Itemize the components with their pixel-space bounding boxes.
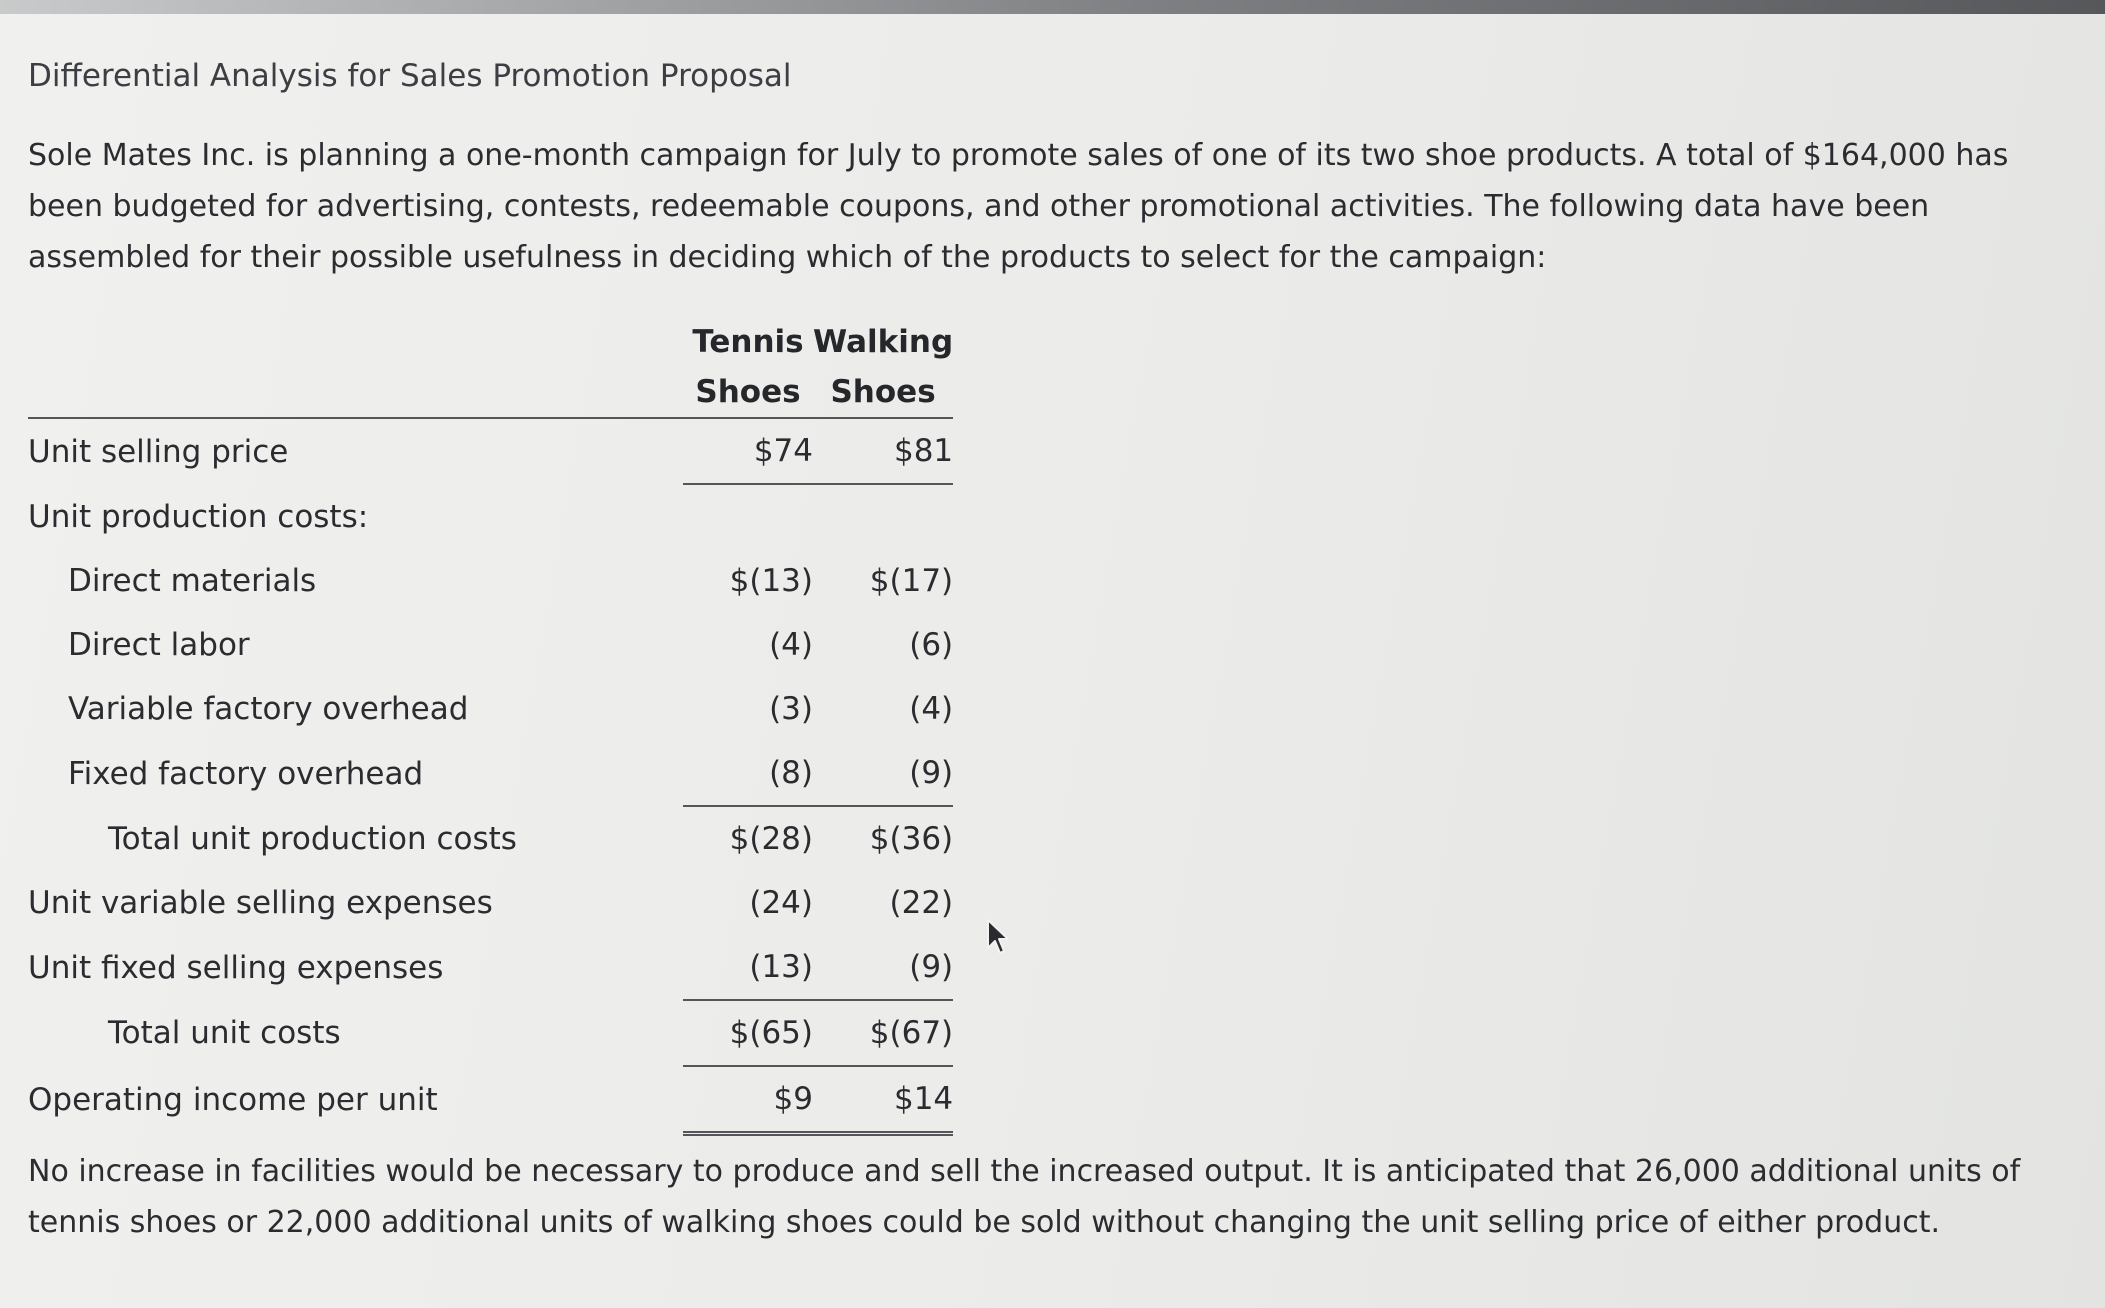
walking-shoes-header [813, 317, 953, 418]
walking-value: (9) [813, 741, 953, 806]
problem-document [28, 58, 2088, 1248]
row-label: Direct labor [68, 627, 250, 663]
tennis-header-line2: Shoes [695, 374, 801, 410]
row-label: Fixed factory overhead [68, 755, 424, 792]
tennis-value: $9 [683, 1066, 813, 1134]
mouse-pointer-icon [986, 918, 1010, 956]
table-row [28, 613, 953, 677]
row-label: Direct materials [68, 563, 317, 599]
walking-value: (4) [909, 691, 954, 727]
closing-paragraph: No increase in facilities would be necessary to produce and sell the increased output. It is anticipated that 26,000 additional units of tennis shoes or 22,000 additional units of walking shoes could be sold without changing the unit selling price of either product. [28, 1154, 2021, 1240]
table-row [28, 549, 953, 613]
tennis-value: (3) [769, 691, 813, 727]
table-row [28, 871, 953, 935]
walking-header-line2: Shoes [830, 374, 936, 410]
row-label: Unit production costs: [28, 498, 369, 535]
walking-value: (9) [813, 935, 953, 1000]
tennis-value: (4) [769, 627, 813, 663]
walking-value: $(17) [869, 563, 954, 599]
walking-value: $14 [813, 1066, 953, 1134]
walking-value: $81 [813, 418, 953, 484]
walking-value: (6) [909, 627, 954, 663]
tennis-value: $(13) [729, 563, 813, 599]
row-label: Unit fixed selling expenses [28, 949, 444, 986]
table-row [28, 741, 953, 806]
table-row [28, 418, 953, 484]
tennis-shoes-header [683, 317, 813, 418]
walking-value: $(36) [869, 821, 954, 857]
unit-cost-table [28, 317, 953, 1136]
table-row [28, 677, 953, 741]
tennis-value: $(28) [729, 821, 813, 857]
header-spacer [28, 317, 683, 418]
tennis-value: (24) [749, 885, 813, 921]
tennis-value: (13) [683, 935, 813, 1000]
tennis-value [683, 484, 813, 549]
table-header-row [28, 317, 953, 418]
tennis-header-line1: Tennis [692, 324, 804, 360]
intro-paragraph: Sole Mates Inc. is planning a one-month campaign for July to promote sales of one of its two shoe products. A total of $164,000 has been budgeted for advertising, contests, redeemable coupons, and other promotional activities. The following data have been assembled for their possible usefulness in deciding which of the products to select for the campaign: [28, 138, 2009, 275]
row-label: Operating income per unit [28, 1081, 438, 1118]
walking-value: $(67) [813, 1000, 953, 1066]
walking-value: (22) [889, 885, 954, 921]
table-row [28, 935, 953, 1000]
table-row [28, 484, 953, 549]
walking-header-line1: Walking [813, 324, 954, 360]
row-label: Total unit production costs [108, 820, 517, 857]
table-row [28, 806, 953, 871]
row-label: Unit selling price [28, 433, 289, 470]
row-label: Total unit costs [108, 1015, 341, 1051]
tennis-value: $(65) [683, 1000, 813, 1066]
tennis-value: (8) [683, 741, 813, 806]
walking-value [813, 484, 953, 549]
row-label: Variable factory overhead [68, 691, 469, 727]
table-row [28, 1066, 953, 1134]
table-row [28, 1000, 953, 1066]
top-edge-strip [0, 0, 2105, 14]
tennis-value: $74 [683, 418, 813, 484]
row-label: Unit variable selling expenses [28, 885, 493, 921]
page-title: Differential Analysis for Sales Promotion Proposal [28, 58, 792, 94]
